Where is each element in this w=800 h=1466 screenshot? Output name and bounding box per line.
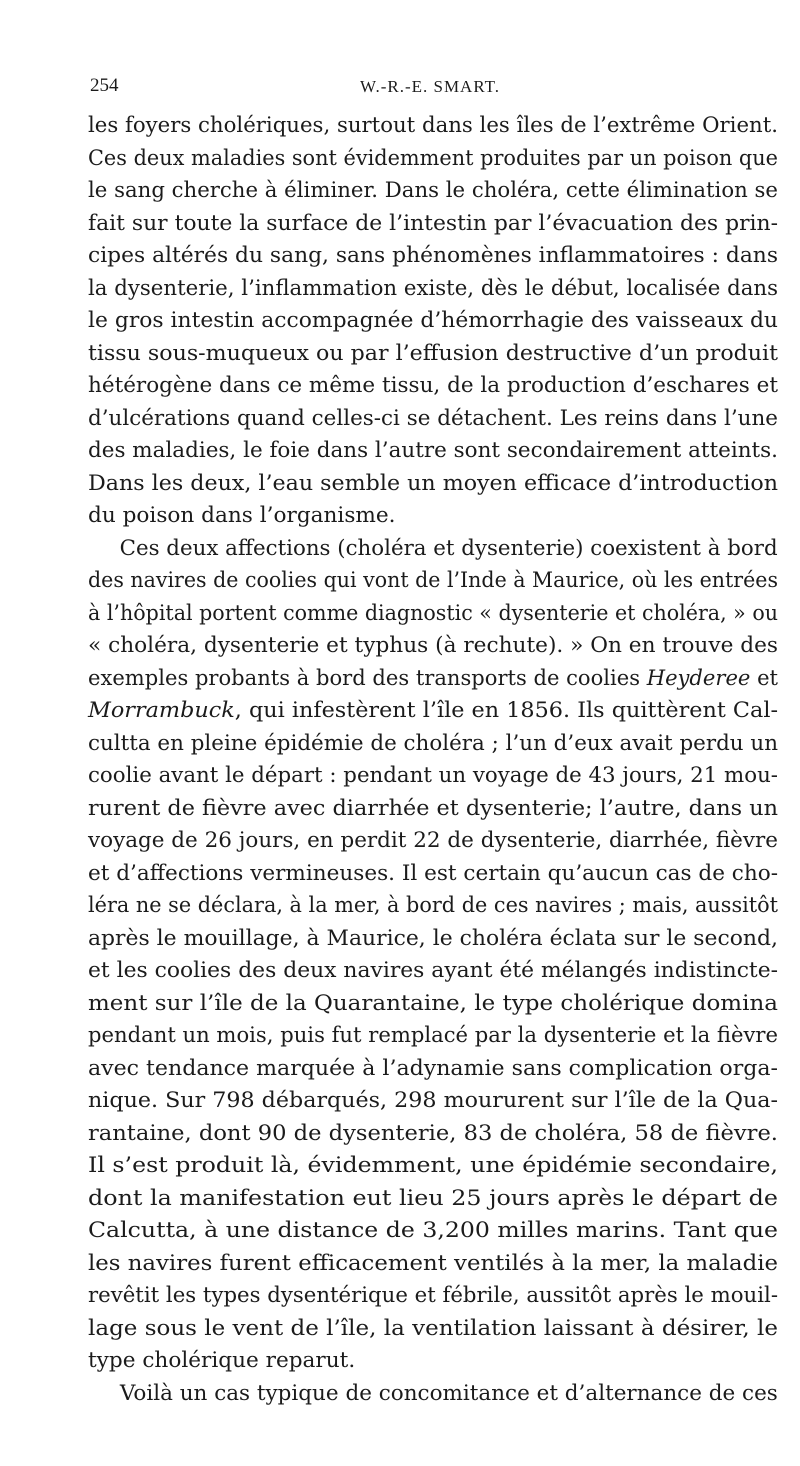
text-segment: Voilà un cas typique de concomitance et d’alternance de ces	[119, 1380, 778, 1406]
text-line	[88, 175, 788, 208]
text-line	[88, 923, 800, 956]
text-segment: à l’hôpital portent comme diagnostic « dysenterie et choléra, » ou	[88, 600, 778, 626]
italic-text: Morrambuck	[88, 698, 235, 723]
page-number: 254	[90, 75, 119, 96]
text-line	[88, 858, 799, 891]
text-line	[88, 1345, 800, 1378]
text-line	[88, 1053, 800, 1086]
text-line	[88, 305, 800, 338]
text-segment: ment sur l’île de la Quarantaine, le type cholérique domina	[88, 990, 778, 1016]
text-line	[88, 793, 800, 826]
text-segment: et les coolies des deux navires ayant été mélangés indistincte-	[88, 958, 778, 983]
text-line	[88, 143, 778, 176]
text-line	[88, 1020, 784, 1053]
text-line	[88, 1118, 800, 1151]
text-line	[88, 1248, 800, 1281]
text-segment: Il s’est produit là, évidemment, une épidémie secondaire,	[88, 1153, 779, 1178]
text-line	[88, 1085, 800, 1118]
body-text	[88, 110, 800, 1410]
page-header	[90, 75, 770, 105]
text-line	[88, 955, 800, 988]
text-segment: des maladies, le foie dans l’autre sont secondairement atteints.	[88, 438, 778, 463]
text-segment: le sang cherche à éliminer. Dans le choléra, cette élimination se	[88, 178, 778, 203]
text-line	[88, 403, 795, 436]
text-segment: , qui infestèrent l’île en 1856. Ils quittèrent Cal-	[234, 698, 778, 723]
text-segment: les navires furent efficacement ventilés à la mer, la maladie	[88, 1250, 778, 1276]
text-line	[88, 695, 800, 728]
text-line	[88, 533, 791, 566]
text-segment: exemples probants à bord des transports de coolies	[88, 665, 647, 691]
text-line	[88, 565, 778, 598]
text-segment: voyage de 26 jours, en perdit 22 de dysenterie, diarrhée, fièvre	[88, 828, 778, 853]
text-line	[88, 273, 789, 306]
text-line	[88, 825, 796, 858]
text-segment: hétérogène dans ce même tissu, de la production d’eschares et	[88, 373, 778, 398]
text-segment: les foyers cholériques, surtout dans les îles de l’extrême Orient.	[88, 113, 778, 138]
text-segment: revêtit les types dysentérique et fébrile, aussitôt après le mouil-	[88, 1283, 778, 1308]
text-line	[88, 890, 778, 923]
text-line	[88, 208, 800, 241]
text-segment: rantaine, dont 90 de dysenterie, 83 de choléra, 58 de fièvre.	[88, 1120, 778, 1146]
text-segment: après le mouillage, à Maurice, le choléra éclata sur le second,	[88, 925, 779, 951]
text-line	[88, 370, 797, 403]
text-segment: pendant un mois, puis fut remplacé par la dysenterie et la fièvre	[88, 1023, 778, 1048]
text-segment: cultta en pleine épidémie de choléra ; l’un d’eux avait perdu un	[88, 730, 778, 756]
text-segment: tissu sous-muqueux ou par l’effusion destructive d’un produit	[88, 340, 778, 366]
text-segment: avec tendance marquée à l’adynamie sans complication orga-	[88, 1055, 778, 1081]
text-segment: nique. Sur 798 débarqués, 298 moururent sur l’île de la Qua-	[88, 1088, 778, 1113]
text-line	[88, 760, 790, 793]
text-line	[88, 1378, 796, 1411]
text-line	[88, 500, 800, 533]
running-title: W.-R.-E. SMART.	[359, 77, 501, 96]
text-segment: des navires de coolies qui vont de l’Inde à Maurice, où les entrées	[88, 568, 778, 593]
text-segment: « choléra, dysenterie et typhus (à rechute). » On en trouve des	[88, 633, 778, 658]
text-segment: cipes altérés du sang, sans phénomènes inflammatoires : dans	[88, 243, 778, 268]
text-segment: type cholérique reparut.	[88, 1348, 356, 1373]
text-segment: Dans les deux, l’eau semble un moyen efficace d’introduction	[88, 470, 778, 496]
text-line	[88, 663, 782, 696]
text-segment: léra ne se déclara, à la mer, à bord de ces navires ; mais, aussitôt	[88, 893, 778, 918]
text-segment: Ces deux affections (choléra et dysenterie) coexistent à bord	[119, 535, 778, 561]
text-line	[88, 1183, 800, 1216]
text-line	[88, 1150, 800, 1183]
text-line	[88, 110, 788, 143]
text-segment: coolie avant le départ : pendant un voyage de 43 jours, 21 mou-	[88, 763, 778, 788]
text-line	[88, 1280, 788, 1313]
text-segment: et	[750, 665, 778, 691]
text-line	[88, 1215, 800, 1248]
text-line	[88, 598, 778, 631]
text-segment: du poison dans l’organisme.	[88, 503, 396, 528]
text-segment: Calcutta, à une distance de 3,200 milles marins. Tant que	[88, 1218, 778, 1243]
text-line	[88, 468, 800, 501]
text-line	[88, 435, 796, 468]
text-segment: dont la manifestation eut lieu 25 jours après le départ de	[88, 1185, 778, 1211]
text-segment: et d’affections vermineuses. Il est certain qu’aucun cas de cho-	[88, 860, 778, 886]
text-segment: d’ulcérations quand celles-ci se détachent. Les reins dans l’une	[88, 405, 778, 431]
text-line	[88, 728, 794, 761]
text-line	[88, 630, 800, 663]
text-segment: fait sur toute la surface de l’intestin par l’évacuation des prin-	[88, 210, 778, 236]
text-segment: le gros intestin accompagnée d’hémorrhagie des vaisseaux du	[88, 308, 778, 333]
text-segment: Ces deux maladies sont évidemment produites par un poison que	[88, 145, 778, 171]
text-segment: la dysenterie, l’inflammation existe, dès le début, localisée dans	[88, 275, 778, 301]
text-segment: rurent de fièvre avec diarrhée et dysenterie; l’autre, dans un	[88, 795, 778, 821]
text-segment: lage sous le vent de l’île, la ventilation laissant à désirer, le	[88, 1315, 778, 1341]
italic-text: Heyderee	[646, 665, 751, 691]
text-line	[88, 338, 800, 371]
text-line	[88, 1313, 800, 1346]
text-line	[88, 988, 800, 1021]
text-line	[88, 240, 800, 273]
